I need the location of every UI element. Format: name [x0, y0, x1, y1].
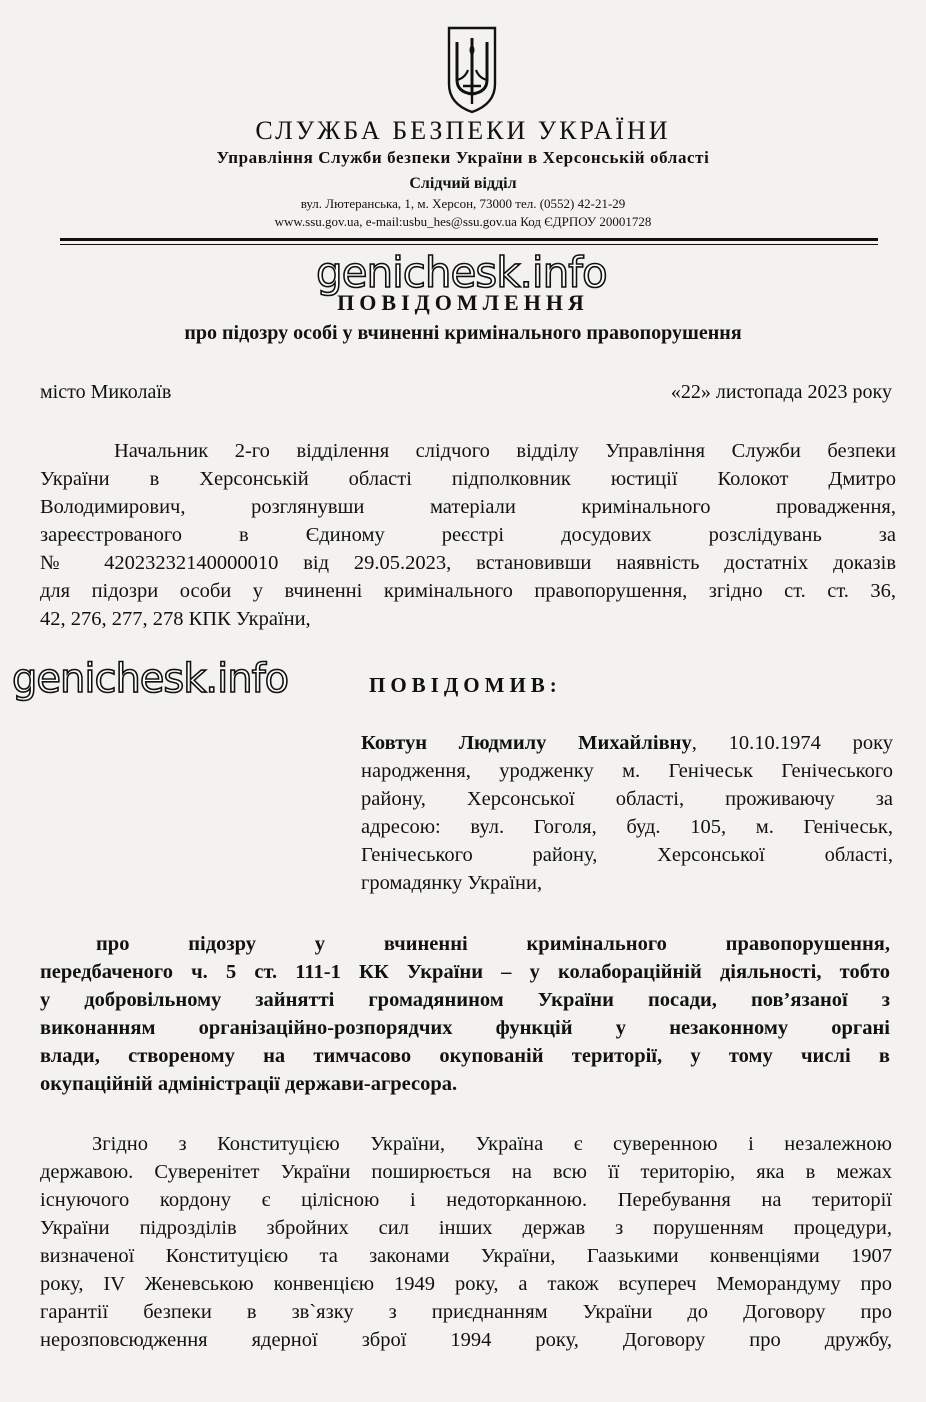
- text-line: Згідно з Конституцією України, Україна є суверенною і незалежною: [92, 1133, 892, 1155]
- suspicion-paragraph: [40, 930, 890, 1098]
- text-line: існуючого кордону є цілісною і недоторканною. Перебування на території: [40, 1189, 892, 1211]
- text-line: Генічеського району, Херсонської області,: [361, 844, 893, 866]
- text-line: державою. Суверенітет України поширюється на всю її територію, яка в межах: [40, 1161, 892, 1183]
- text-line: району, Херсонської області, проживаючу за: [361, 788, 893, 810]
- text-line: України в Херсонській області підполковник юстиції Колокот Дмитро: [40, 468, 896, 490]
- text-line: окупаційній адміністрації держави-агресора.: [40, 1073, 458, 1095]
- text-line: народження, уродженку м. Генічеськ Генічеського: [361, 760, 893, 782]
- text-line: гарантії безпеки в зв`язку з приєднанням України до Договору про: [40, 1301, 892, 1323]
- text-line: України підрозділів збройних сил інших держав з порушенням процедури,: [40, 1217, 892, 1239]
- document-subtitle: про підозру особі у вчиненні кримінального правопорушення: [184, 322, 742, 344]
- org-address: вул. Лютеранська, 1, м. Херсон, 73000 тел. (0552) 42-21-29: [300, 196, 626, 211]
- text-line: для підозри особи у вчиненні кримінального правопорушення, згідно ст. ст. 36,: [40, 580, 896, 602]
- text-line: 42, 276, 277, 278 КПК України,: [40, 608, 311, 630]
- text-line: визначеної Конституцією та законами України, Гаазькими конвенціями 1907: [40, 1245, 892, 1267]
- header-divider-thick: [60, 238, 878, 241]
- notified-heading: ПОВІДОМИВ:: [369, 673, 562, 697]
- text-line: влади, створеному на тимчасово окупованій території, у тому числі в: [40, 1045, 890, 1067]
- text-line: Начальник 2-го відділення слідчого відділу Управління Служби безпеки: [114, 440, 896, 462]
- text-line: у добровільному зайнятті громадянином України посади, пов’язаної з: [40, 989, 890, 1011]
- org-subtitle: Управління Служби безпеки України в Херсонській області: [216, 148, 710, 167]
- text-line: зареєстрованого в Єдиному реєстрі досудових розслідувань за: [40, 524, 896, 546]
- text-line: [361, 729, 893, 757]
- text-line: № 42023232140000010 від 29.05.2023, встановивши наявність достатніх доказів: [40, 552, 896, 574]
- watermark-top: genichesk.info: [316, 248, 607, 297]
- text-line: громадянку України,: [361, 872, 543, 894]
- text-line: року, IV Женевською конвенцією 1949 року, а також всупереч Меморандуму про: [40, 1273, 892, 1295]
- text-line: адресою: вул. Гоголя, буд. 105, м. Генічеськ,: [361, 816, 893, 838]
- org-title: СЛУЖБА БЕЗПЕКИ УКРАЇНИ: [255, 116, 671, 145]
- person-birth-date: , 10.10.1974 року: [691, 732, 893, 754]
- org-contacts: www.ssu.gov.ua, e-mail:usbu_hes@ssu.gov.ua Код ЄДРПОУ 20001728: [274, 214, 652, 229]
- document-city: місто Миколаїв: [40, 381, 172, 403]
- department-name: Слідчий відділ: [409, 175, 517, 192]
- header-divider-thin: [60, 244, 878, 245]
- person-name: Ковтун Людмилу Михайлівну: [361, 732, 692, 754]
- person-paragraph: [361, 729, 893, 897]
- watermark-middle: genichesk.info: [12, 656, 289, 702]
- text-line: Володимирович, розглянувши матеріали кримінального провадження,: [40, 496, 896, 518]
- intro-paragraph: [40, 437, 896, 633]
- document-date: «22» листопада 2023 року: [670, 381, 892, 403]
- trident-emblem-icon: [443, 24, 501, 114]
- constitution-paragraph: [40, 1130, 892, 1354]
- text-line: нерозповсюдження ядерної зброї 1994 року, Договору про дружбу,: [40, 1329, 892, 1351]
- text-line: виконанням організаційно-розпорядчих функцій у незаконному органі: [40, 1017, 890, 1039]
- text-line: про підозру у вчиненні кримінального правопорушення,: [96, 933, 890, 955]
- text-line: передбаченого ч. 5 ст. 111-1 КК України – у колабораційній діяльності, тобто: [40, 961, 890, 983]
- document-title: ПОВІДОМЛЕННЯ: [337, 290, 589, 315]
